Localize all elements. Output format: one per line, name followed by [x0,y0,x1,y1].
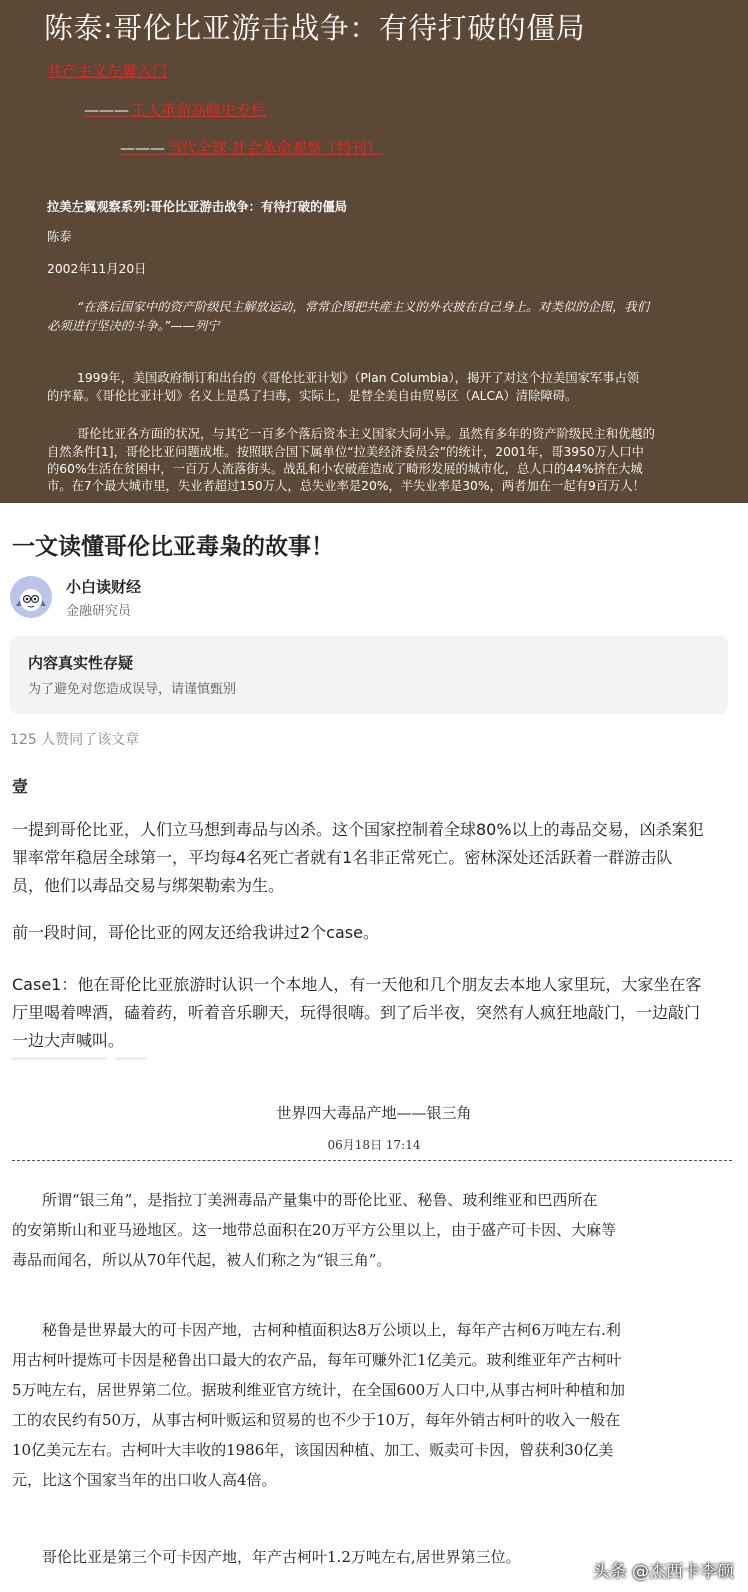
paragraph-line: 一边大声喊叫。 [12,1031,125,1050]
author-role: 金融研究员 [66,604,132,619]
paragraph-line: Case1：他在哥伦比亚旅游时认识一个本地人，有一天他和几个朋友去本地人家里玩，大家坐在客 [12,975,702,994]
news-date: 06月18日 17:14 [327,1138,421,1152]
screenshot-article-dark [0,0,748,503]
paragraph [12,1315,732,1495]
news-title: 世界四大毒品产地——银三角 [276,1104,472,1122]
paragraph-line: 元，比这个国家当年的出口收人高4倍。 [12,1471,277,1489]
paragraph-line: 哥伦比亚是第三个可卡因产地，年产古柯叶1.2万吨左右,居世界第三位。 [12,1548,521,1566]
paragraph-line: 罪率常年稳居全球第一，平均每4名死亡者就有1名非正常死亡。密林深处还活跃着一群游击队 [12,848,673,867]
paragraph-line: 用古柯叶提炼可卡因是秘鲁出口最大的农产品，每年可赚外汇1亿美元。玻利维亚年产古柯叶 [12,1351,622,1369]
article-heading: 拉美左翼观察系列:哥伦比亚游击战争：有待打破的僵局 [47,200,348,214]
like-count: 125 人赞同了该文章 [10,732,140,748]
notice-subtitle: 为了避免对您造成误导，请谨慎甄别 [28,682,237,697]
link-prefix-dash: ——— [120,139,165,157]
paragraph-line: 的60%生活在贫困中，一百万人流落街头。战乱和小农破産造成了畸形发展的城市化，总人口的44%挤在大城 [47,462,643,476]
paragraph-line: 毒品而闻名，所以从70年代起，被人们称之为“银三角”。 [12,1251,392,1269]
link-text: 工人革命高峰史专栏 [131,101,267,119]
paragraph [12,971,730,1055]
paragraph-line: 哥伦比亚各方面的状况，与其它一百多个落后资本主义国家大同小异。虽然有多年的资产阶级民主和优越的 [77,427,655,441]
link-contemporary-observation[interactable] [120,137,382,158]
quote-line: 必须进行坚决的斗争。”——列宁 [47,319,220,333]
paragraph-line: 5万吨左右，居世界第二位。据玻利维亚官方统计，在全国600万人口中,从事古柯叶种植和加 [12,1381,625,1399]
page-title: 陈泰:哥伦比亚游击战争：有待打破的僵局 [44,11,586,45]
quote-line: “在落后国家中的资产阶级民主解放运动，常常企图把共産主义的外衣披在自己身上。对类似的企图，我们 [77,300,650,314]
screenshot-news-scan [0,1080,748,1592]
watermark: 头条 @杰西卡李硕 [592,1562,734,1582]
paragraph-line: 市。在7个最大城市里，失业者超过150万人，总失业率是20%，半失业率是30%，两者加在一起有9百万人！ [47,479,645,493]
section-heading: 壹 [12,777,29,796]
paragraph-line: 员，他们以毒品交易与绑架勒索为生。 [12,876,285,895]
paragraph [12,1185,732,1275]
paragraph-line: 10亿美元左右。古柯叶大丰收的1986年，该国因种植、加工、贩卖可卡因，曾获利30亿美 [12,1441,614,1459]
authenticity-notice [10,636,728,714]
paragraph-line: 的安第斯山和亚马逊地区。这一地带总面积在20万平方公里以上，由于盛产可卡因、大麻等 [12,1221,617,1239]
article-date: 2002年11月20日 [47,262,147,276]
link-prefix-dash: ——— [84,101,129,119]
paragraph-line: 自然条件[1]，哥伦比亚问题成堆。按照联合国下属单位“拉美经济委员会”的统计，2001年，哥3950万人口中 [47,445,644,459]
screenshot-article-light [0,516,748,1064]
paragraph-line: 秘鲁是世界最大的可卡因产地，古柯种植面积达8万公顷以上，每年产古柯6万吨左右.利 [12,1321,621,1339]
avatar[interactable] [10,576,52,618]
paragraph-line: 前一段时间，哥伦比亚的网友还给我讲过2个case。 [12,923,379,942]
link-text: 当代全球·社会革命观察（特刊） [167,139,382,157]
paragraph-line: 的序幕。《哥伦比亚计划》名义上是爲了扫毒，实际上，是替全美自由贸易区（ALCA）清除障碍。 [47,389,578,403]
cartoon-avatar-icon [10,576,52,618]
paragraph-line: 一提到哥伦比亚，人们立马想到毒品与凶杀。这个国家控制着全球80%以上的毒品交易，凶杀案犯 [12,820,704,839]
notice-title: 内容真实性存疑 [28,654,134,672]
link-worker-revolution-column[interactable] [84,99,266,120]
paragraph-line: 1999年，美国政府制订和出台的《哥伦比亚计划》（Plan Columbia），揭开了对这个拉美国家军事占领 [77,371,640,385]
article-author: 陈泰 [47,230,72,244]
divider [12,1057,146,1060]
paragraph-line: 所谓“银三角”，是指拉丁美洲毒品产量集中的哥伦比亚、秘鲁、玻利维亚和巴西所在 [12,1191,598,1209]
dashed-divider [12,1160,732,1161]
author-name[interactable]: 小白读财经 [66,578,142,596]
paragraph-line: 工的农民约有50万，从事古柯叶贩运和贸易的也不少于10万，每年外销古柯叶的收入一般在 [12,1411,621,1429]
link-communist-left-intro[interactable] [47,60,167,81]
paragraph [12,816,730,900]
paragraph-line: 厅里喝着啤酒，磕着药，听着音乐聊天，玩得很嗨。到了后半夜，突然有人疯狂地敲门，一边敲门 [12,1003,701,1022]
paragraph [12,919,730,947]
article-title: 一文读懂哥伦比亚毒枭的故事！ [12,534,334,560]
link-text: 共产主义左翼入门 [47,62,168,80]
